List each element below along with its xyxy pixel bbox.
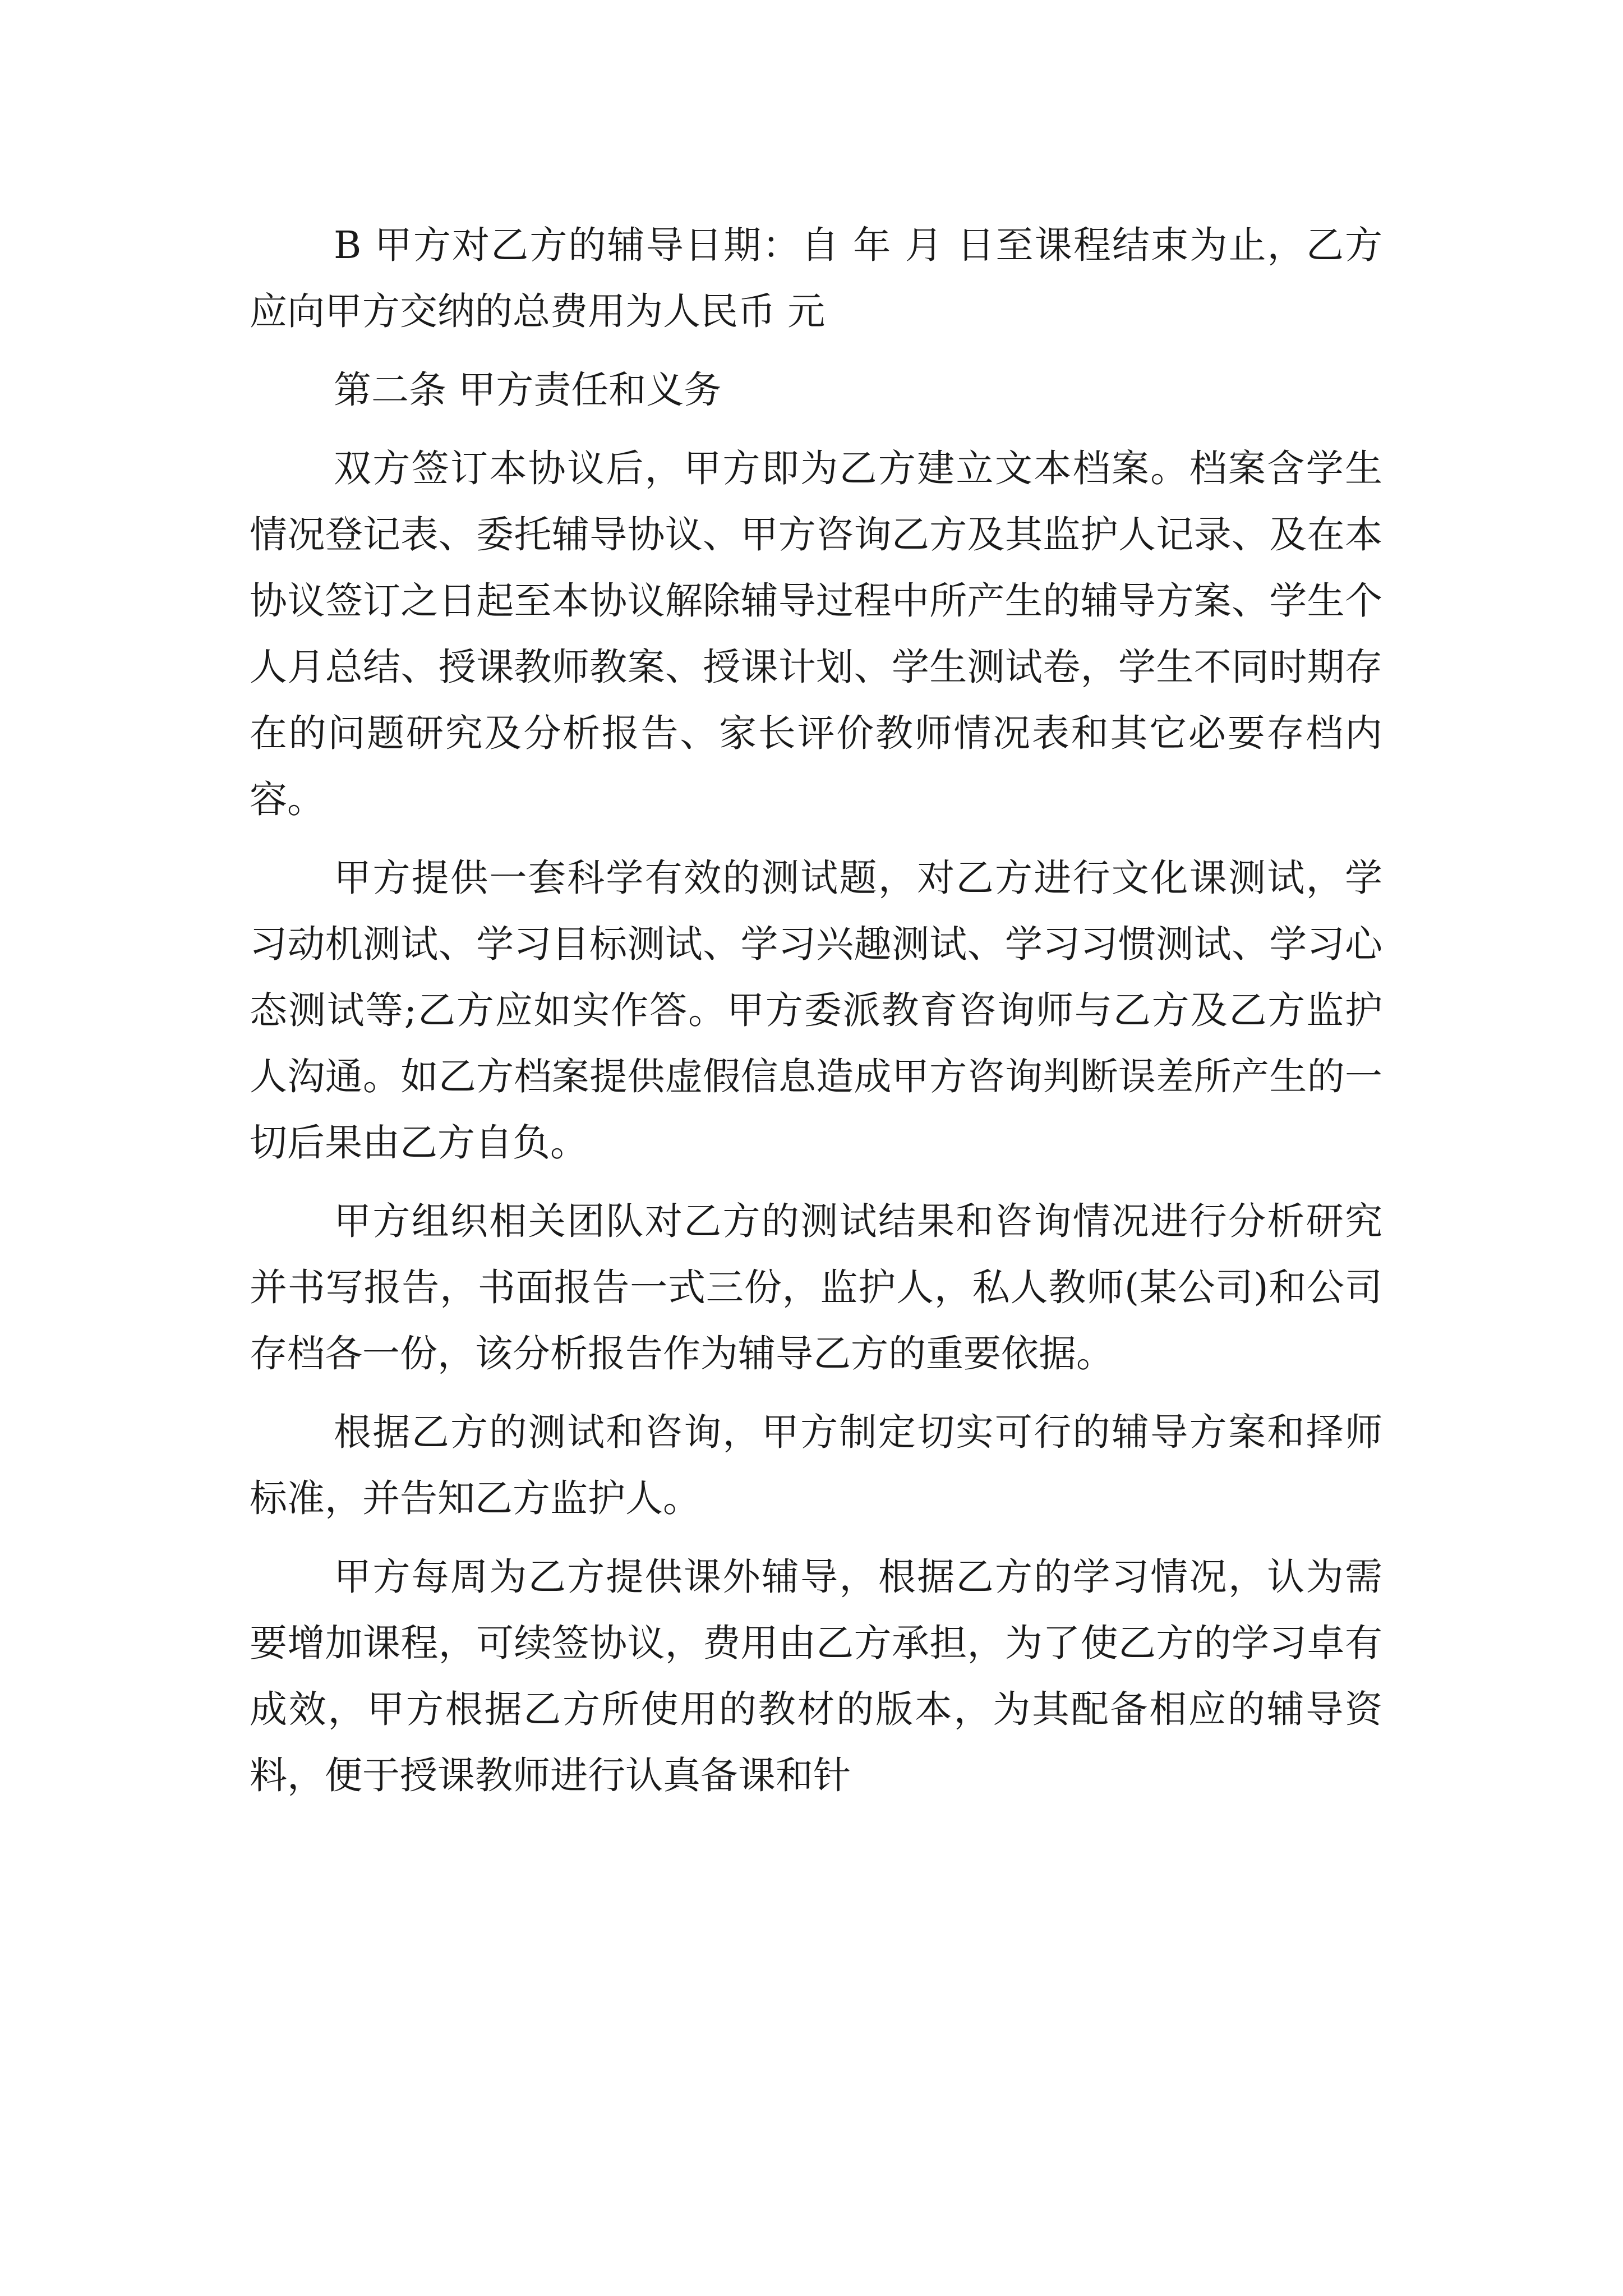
paragraph-coaching-period: B 甲方对乙方的辅导日期：自 年 月 日至课程结束为止，乙方应向甲方交纳的总费用为人民币 元 (250, 223, 1382, 333)
paragraph-analysis-report-clause: 甲方组织相关团队对乙方的测试结果和咨询情况进行分析研究并书写报告，书面报告一式三份，监护人，私人教师(某公司)和公司存档各一份，该分析报告作为辅导乙方的重要依据。 (250, 1199, 1382, 1375)
article-two-heading: 第二条 甲方责任和义务 (334, 368, 722, 412)
paragraph-archive-clause: 双方签订本协议后，甲方即为乙方建立文本档案。档案含学生情况登记表、委托辅导协议、甲方咨询乙方及其监护人记录、及在本协议签订之日起至本协议解除辅导过程中所产生的辅导方案、学生个人月总结、授课教师教案、授课计划、学生测试卷，学生不同时期存在的问题研究及分析报告、家长评价教师情况表和其它必要存档内容。 (250, 447, 1382, 821)
paragraph-weekly-coaching-clause: 甲方每周为乙方提供课外辅导，根据乙方的学习情况，认为需要增加课程，可续签协议，费用由乙方承担，为了使乙方的学习卓有成效，甲方根据乙方所使用的教材的版本，为其配备相应的辅导资料，便于授课教师进行认真备课和针 (250, 1555, 1382, 1797)
document-body (250, 212, 1382, 1809)
paragraph-testing-clause: 甲方提供一套科学有效的测试题，对乙方进行文化课测试，学习动机测试、学习目标测试、学习兴趣测试、学习习惯测试、学习心态测试等;乙方应如实作答。甲方委派教育咨询师与乙方及乙方监护人沟通。如乙方档案提供虚假信息造成甲方咨询判断误差所产生的一切后果由乙方自负。 (250, 856, 1382, 1165)
paragraph-plan-clause: 根据乙方的测试和咨询，甲方制定切实可行的辅导方案和择师标准，并告知乙方监护人。 (250, 1410, 1382, 1520)
